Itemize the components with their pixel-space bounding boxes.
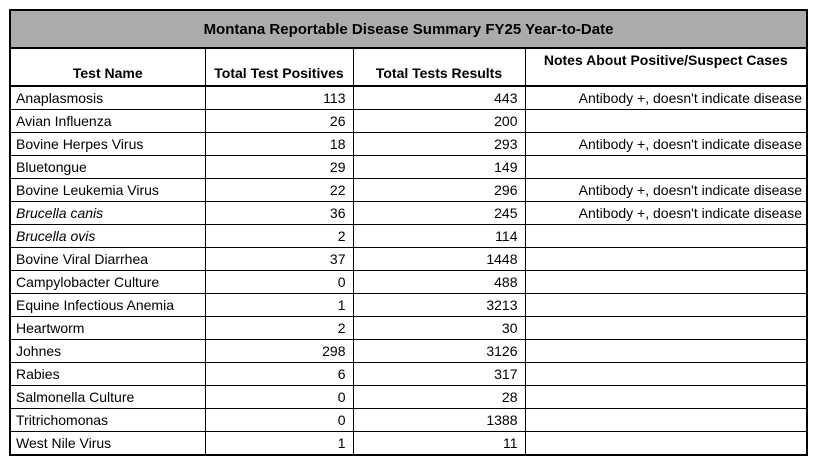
disease-summary-table-container: [9, 9, 808, 456]
test-name-cell: Anaplasmosis: [10, 86, 205, 110]
test-name-cell: Rabies: [10, 363, 205, 386]
total-tests-cell: 149: [353, 156, 525, 179]
table-body: [10, 86, 807, 455]
table-row: [10, 432, 807, 456]
positives-cell: 37: [205, 248, 353, 271]
test-name-cell: Tritrichomonas: [10, 409, 205, 432]
total-tests-cell: 3213: [353, 294, 525, 317]
test-name-cell: Bluetongue: [10, 156, 205, 179]
col-header-notes: Notes About Positive/Suspect Cases: [525, 48, 807, 86]
table-row: [10, 202, 807, 225]
test-name-cell: West Nile Virus: [10, 432, 205, 456]
test-name-cell: Avian Influenza: [10, 110, 205, 133]
table-row: [10, 271, 807, 294]
table-row: [10, 340, 807, 363]
total-tests-cell: 11: [353, 432, 525, 456]
table-row: [10, 110, 807, 133]
col-header-test-name: Test Name: [10, 48, 205, 86]
table-row: [10, 225, 807, 248]
disease-summary-table: [9, 9, 808, 456]
positives-cell: 0: [205, 409, 353, 432]
test-name-cell: Brucella canis: [10, 202, 205, 225]
test-name-cell: Bovine Leukemia Virus: [10, 179, 205, 202]
table-row: [10, 386, 807, 409]
notes-cell: [525, 363, 807, 386]
table-header-row: [10, 48, 807, 86]
test-name-cell: Salmonella Culture: [10, 386, 205, 409]
notes-cell: [525, 156, 807, 179]
table-row: [10, 363, 807, 386]
notes-cell: Antibody +, doesn't indicate disease: [525, 202, 807, 225]
notes-cell: [525, 340, 807, 363]
col-header-test-positives: Total Test Positives: [205, 48, 353, 86]
total-tests-cell: 28: [353, 386, 525, 409]
notes-cell: [525, 386, 807, 409]
table-row: [10, 156, 807, 179]
total-tests-cell: 1448: [353, 248, 525, 271]
notes-cell: [525, 409, 807, 432]
positives-cell: 2: [205, 317, 353, 340]
test-name-cell: Equine Infectious Anemia: [10, 294, 205, 317]
total-tests-cell: 293: [353, 133, 525, 156]
table-row: [10, 179, 807, 202]
table-row: [10, 294, 807, 317]
table-row: [10, 317, 807, 340]
total-tests-cell: 443: [353, 86, 525, 110]
total-tests-cell: 30: [353, 317, 525, 340]
table-row: [10, 86, 807, 110]
positives-cell: 113: [205, 86, 353, 110]
notes-cell: [525, 432, 807, 456]
positives-cell: 1: [205, 294, 353, 317]
positives-cell: 22: [205, 179, 353, 202]
positives-cell: 0: [205, 386, 353, 409]
notes-cell: [525, 225, 807, 248]
total-tests-cell: 3126: [353, 340, 525, 363]
total-tests-cell: 296: [353, 179, 525, 202]
notes-cell: Antibody +, doesn't indicate disease: [525, 179, 807, 202]
table-row: [10, 133, 807, 156]
table-title-row: [10, 10, 807, 48]
positives-cell: 18: [205, 133, 353, 156]
total-tests-cell: 245: [353, 202, 525, 225]
notes-cell: Antibody +, doesn't indicate disease: [525, 133, 807, 156]
notes-cell: [525, 317, 807, 340]
test-name-cell: Brucella ovis: [10, 225, 205, 248]
positives-cell: 36: [205, 202, 353, 225]
total-tests-cell: 317: [353, 363, 525, 386]
col-header-tests-results: Total Tests Results: [353, 48, 525, 86]
table-row: [10, 409, 807, 432]
positives-cell: 2: [205, 225, 353, 248]
notes-cell: [525, 271, 807, 294]
test-name-cell: Bovine Herpes Virus: [10, 133, 205, 156]
total-tests-cell: 200: [353, 110, 525, 133]
notes-cell: Antibody +, doesn't indicate disease: [525, 86, 807, 110]
table-row: [10, 248, 807, 271]
total-tests-cell: 114: [353, 225, 525, 248]
positives-cell: 26: [205, 110, 353, 133]
total-tests-cell: 1388: [353, 409, 525, 432]
positives-cell: 1: [205, 432, 353, 456]
total-tests-cell: 488: [353, 271, 525, 294]
positives-cell: 6: [205, 363, 353, 386]
notes-cell: [525, 110, 807, 133]
positives-cell: 0: [205, 271, 353, 294]
table-title: Montana Reportable Disease Summary FY25 Year-to-Date: [10, 10, 807, 48]
notes-cell: [525, 248, 807, 271]
test-name-cell: Campylobacter Culture: [10, 271, 205, 294]
positives-cell: 29: [205, 156, 353, 179]
notes-cell: [525, 294, 807, 317]
test-name-cell: Johnes: [10, 340, 205, 363]
test-name-cell: Bovine Viral Diarrhea: [10, 248, 205, 271]
positives-cell: 298: [205, 340, 353, 363]
test-name-cell: Heartworm: [10, 317, 205, 340]
